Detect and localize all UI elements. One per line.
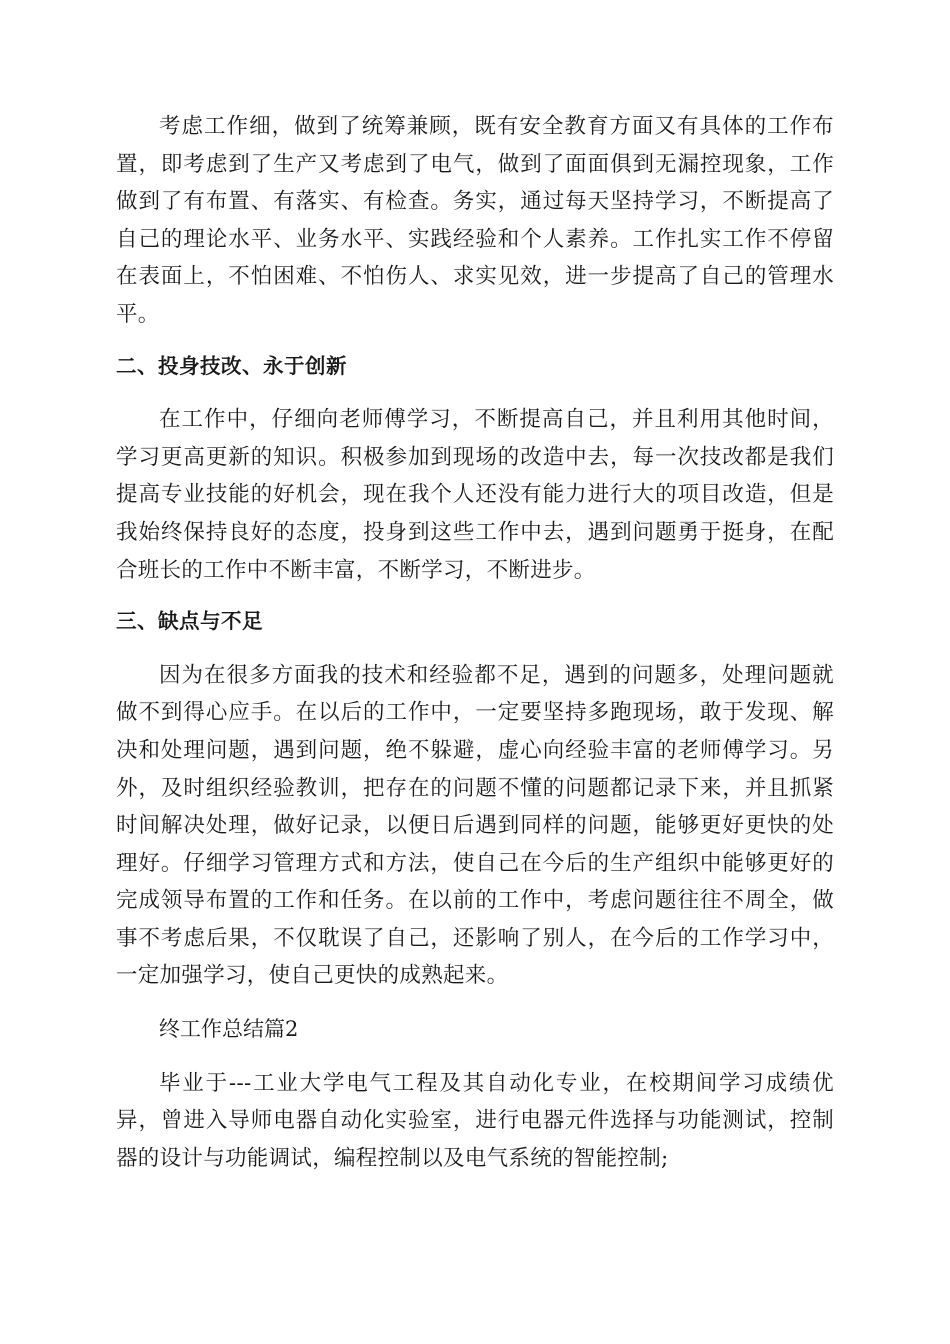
section-heading-tech-innovation: 二、投身技改、永于创新	[116, 353, 347, 378]
paragraph-tech-innovation: 在工作中，仔细向老师傅学习，不断提高自己，并且利用其他时间，学习更高更新的知识。积极参加到现场的改造中去，每一次技改都是我们提高专业技能的好机会，现在我个人还没有能力进行大的项目改造，但是我始终保持良好的态度，投身到这些工作中去，遇到问题勇于挺身，在配合班长的工作中不断丰富，不断学习，不断进步。	[116, 407, 834, 583]
paragraph-shortcomings: 因为在很多方面我的技术和经验都不足，遇到的问题多，处理问题就做不到得心应手。在以后的工作中，一定要坚持多跑现场，敢于发现、解决和处理问题，遇到问题，绝不躲避，虚心向经验丰富的老师傅学习。另外，及时组织经验教训，把存在的问题不懂的问题都记录下来，并且抓紧时间解决处理，做好记录，以便日后遇到同样的问题，能够更好更快的处理好。仔细学习管理方式和方法，使自己在今后的生产组织中能够更好的完成领导布置的工作和任务。在以前的工作中，考虑问题往往不周全，做事不考虑后果，不仅耽误了自己，还影响了别人，在今后的工作学习中，一定加强学习，使自己更快的成熟起来。	[116, 662, 834, 989]
article-subtitle: 终工作总结篇2	[159, 1017, 299, 1042]
paragraph-work-attitude: 考虑工作细，做到了统筹兼顾，既有安全教育方面又有具体的工作布置，即考虑到了生产又考虑到了电气，做到了面面俱到无漏控现象，工作做到了有布置、有落实、有检查。务实，通过每天坚持学习，不断提高了自己的理论水平、业务水平、实践经验和个人素养。工作扎实工作不停留在表面上，不怕困难、不怕伤人、求实见效，进一步提高了自己的管理水平。	[116, 114, 834, 327]
paragraph-education: 毕业于---工业大学电气工程及其自动化专业，在校期间学习成绩优异，曾进入导师电器自动化实验室，进行电器元件选择与功能测试，控制器的设计与功能调试，编程控制以及电气系统的智能控制;	[116, 1070, 834, 1171]
document-body	[116, 108, 834, 1177]
section-heading-shortcomings: 三、缺点与不足	[116, 609, 263, 634]
